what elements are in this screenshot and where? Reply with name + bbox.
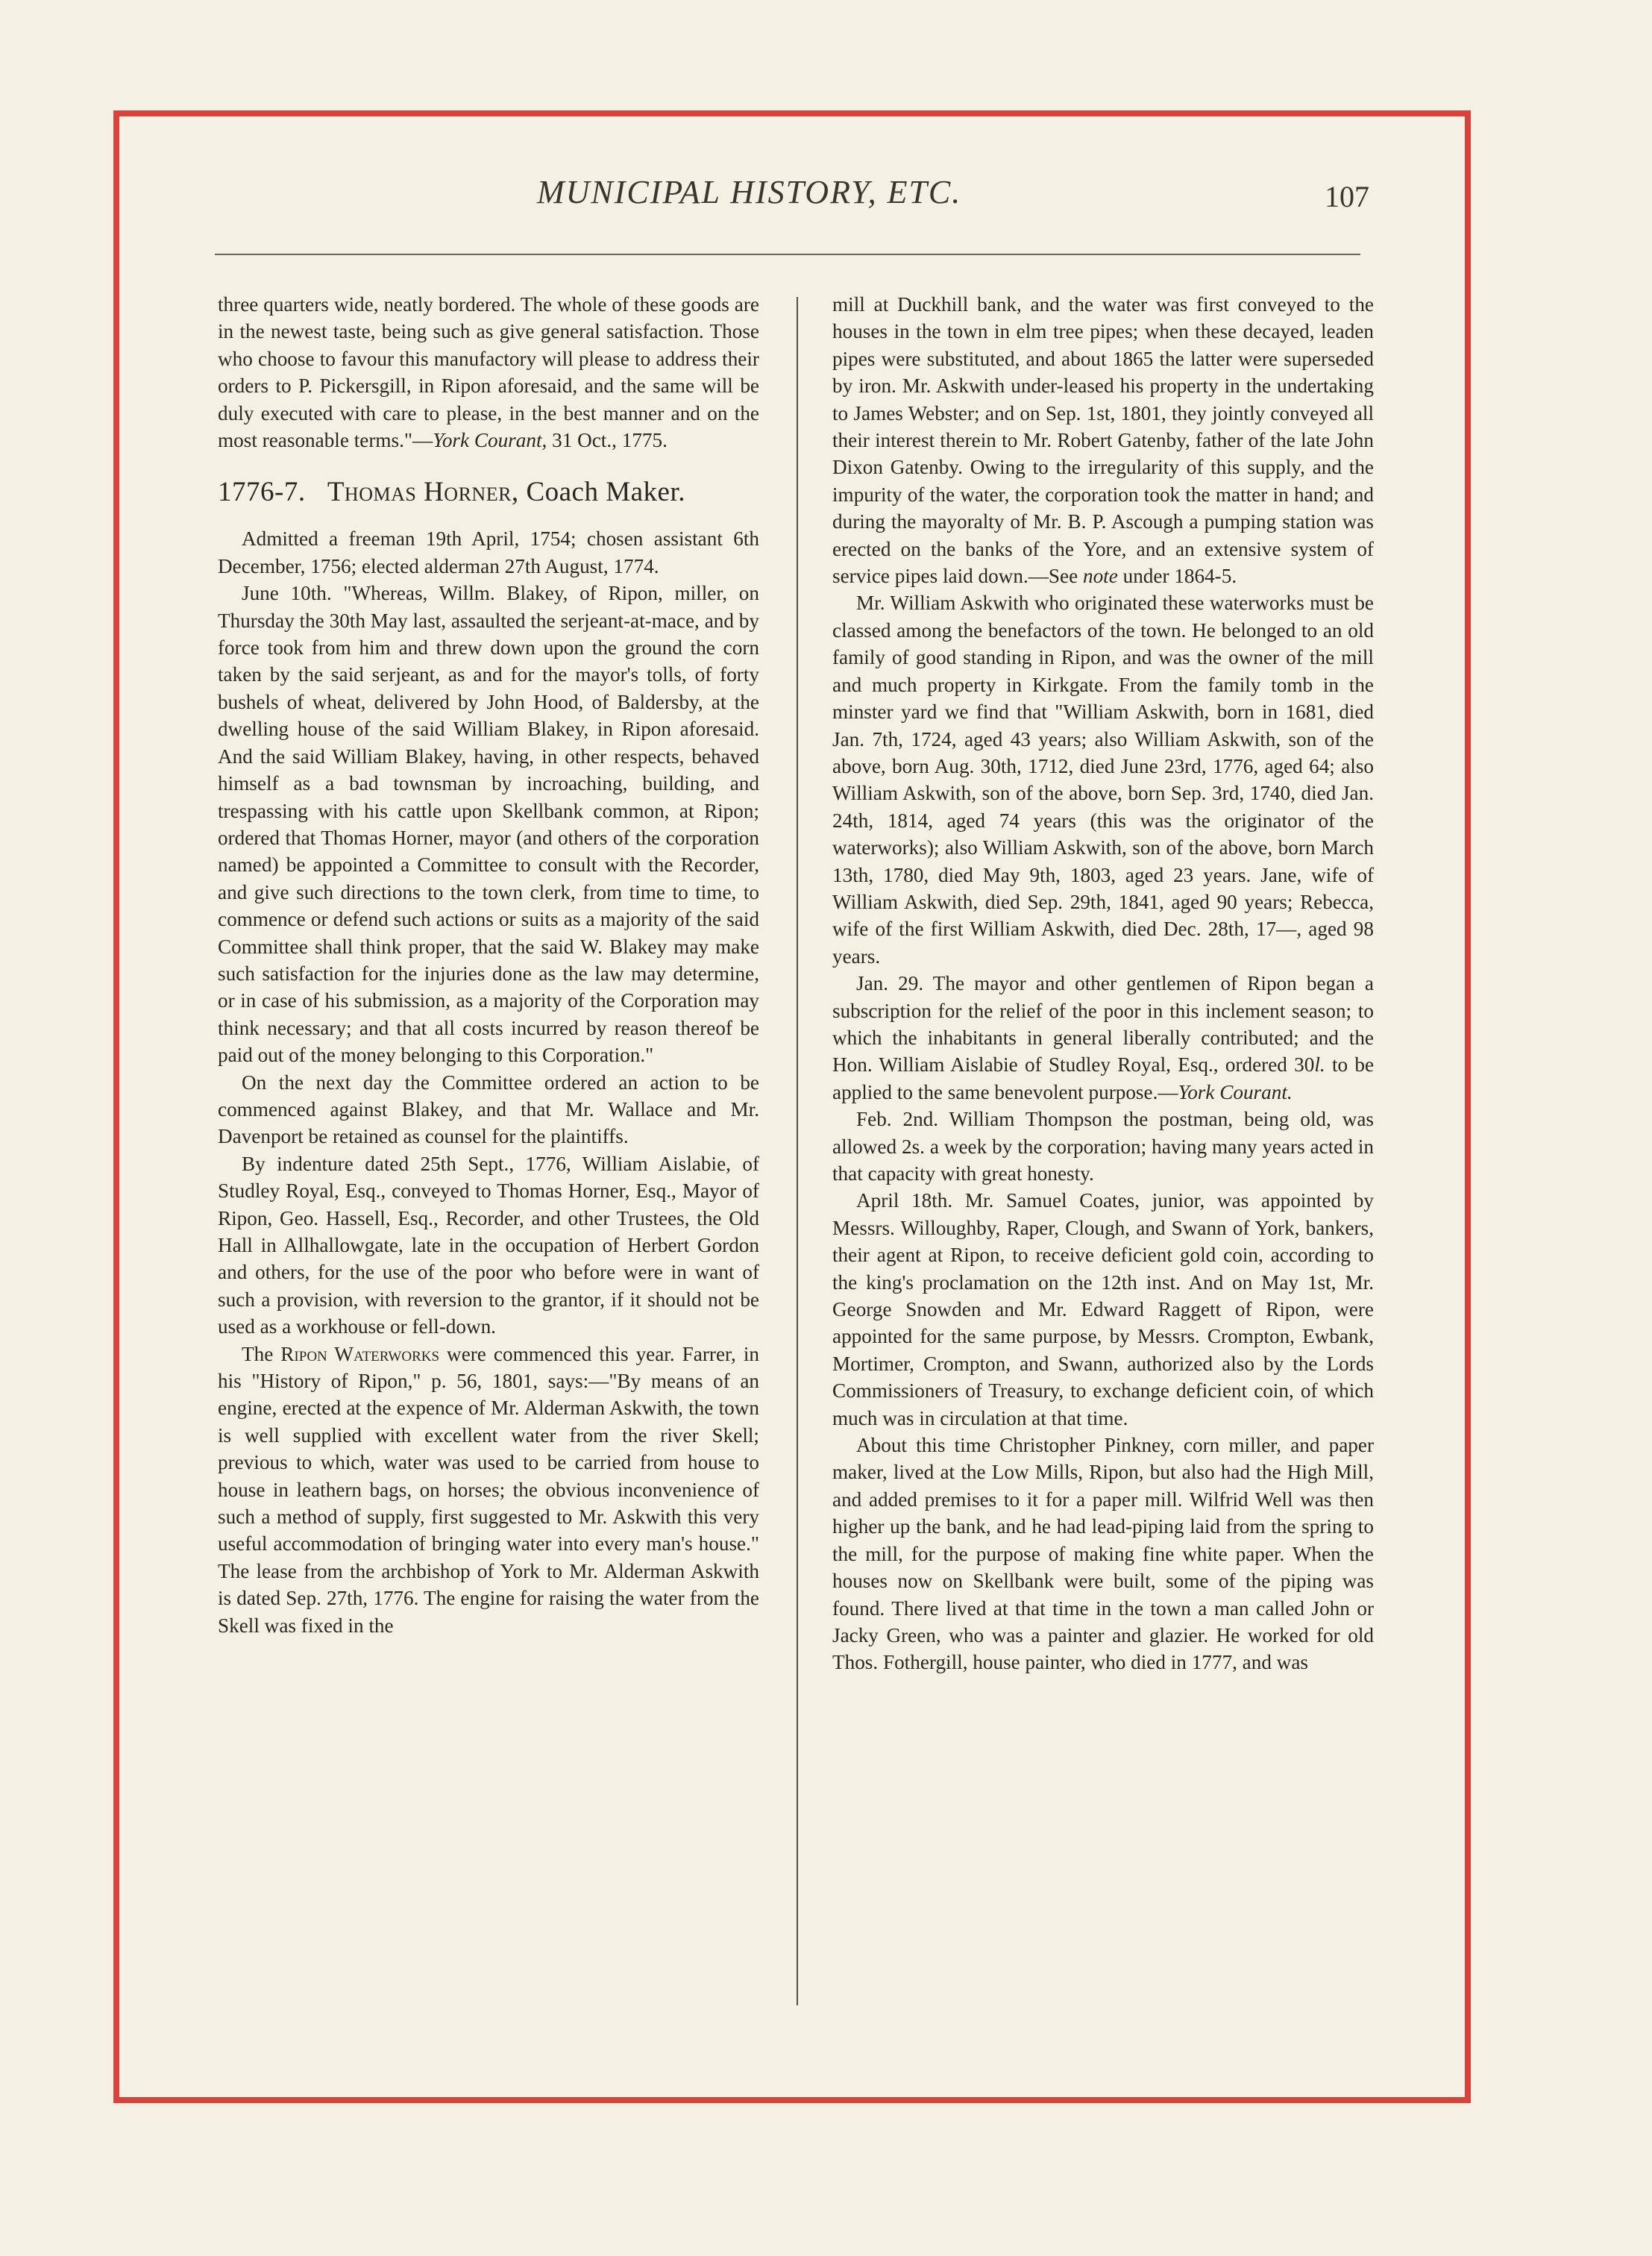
paragraph-left-3: June 10th. "Whereas, Willm. Blakey, of Ripon, miller, on Thursday the 30th May last, assaulted the serjeant-at-mace, and by force took from him and threw down upon the ground the corn taken by the said serjeant, as and for the mayor's tolls, of forty bushels of wheat, delivered by John Hood, of Baldersby, at the dwelling house of the said William Blakey, in Ripon aforesaid. And the said William Blakey, having, in other respects, behaved himself as a bad townsman by incroaching, building, and trespassing with his cattle upon Skellbank common, at Ripon; ordered that Thomas Horner, mayor (and others of the corporation named) be appointed a Committee to consult with the Recorder, and give such directions to the town clerk, from time to time, to commence or defend such actions or suits as a majority of the said Committee shall think proper, that the said W. Blakey may make such satisfaction for the injuries done as the law may determine, or in case of his submission, as a majority of the Corporation may think necessary; and that all costs incurred by reason thereof be paid out of the money belonging to this Corporation." — [218, 582, 759, 1067]
paragraph-text: were commenced this year. Farrer, in his "History of Ripon," p. 56, 1801, says:—"By means of an engine, erected at the expence of Mr. Alderman Askwith, the town is well supplied with excellent water from the river Skell; previous to which, water was used to be carried from house to house in leathern bags, on horses; the obvious inconvenience of such a method of supply, first suggested to Mr. Askwith this very useful accommodation of bringing water into every man's house." The lease from the archbishop of York to Mr. Alderman Askwith is dated Sep. 27th, 1776. The engine for raising the water from the Skell was fixed in the — [218, 1342, 759, 1637]
page-number: 107 — [1325, 180, 1369, 213]
paragraph-text: three quarters wide, neatly bordered. The whole of these goods are in the newest taste, being such as give general satisfaction. Those who choose to favour this manufactory will please to address their orders to P. Pickersgill, in Ripon aforesaid, and the same will be duly executed with care to please, in the best manner and on the most reasonable terms."— — [218, 293, 759, 452]
paragraph-text: to be applied to the same benevolent purpose.— — [832, 1053, 1375, 1103]
paragraph-left-2: Admitted a freeman 19th April, 1754; chosen assistant 6th December, 1756; elected alderman 27th August, 1774. — [218, 527, 759, 577]
heading-name: Thomas Horner, — [327, 477, 519, 508]
small-caps-term: Ripon Waterworks — [280, 1342, 440, 1365]
paragraph-left-4: On the next day the Committee ordered an action to be commenced against Blakey, and that Mr. Wallace and Mr. Davenport be retained as counsel for the plaintiffs. — [218, 1071, 759, 1148]
paragraph-text: under 1864-5. — [1117, 565, 1237, 588]
paragraph-left-5: By indenture dated 25th Sept., 1776, William Aislabie, of Studley Royal, Esq., conveyed to Thomas Horner, Esq., Mayor of Ripon, Geo. Hassell, Esq., Recorder, and other Trustees, the Old Hall in Allhallowgate, late in the occupation of Herbert Gordon and others, for the use of the poor who before were in want of such a provision, with reversion to the grantor, if it should not be used as a workhouse or fell-down. — [218, 1152, 759, 1338]
heading-trade: Coach Maker. — [526, 477, 685, 508]
running-header-title: MUNICIPAL HISTORY, ETC. — [537, 174, 962, 210]
source-citation: York Courant. — [1178, 1080, 1293, 1103]
note-reference: note — [1082, 565, 1118, 588]
source-citation: York Courant, — [433, 429, 547, 452]
paragraph-right-2: Mr. William Askwith who originated these waterworks must be classed among the benefactors of the town. He belonged to an old family of good standing in Ripon, and was the owner of the mill and much property in Kirkgate. From the family tomb in the minster yard we find that "William Askwith, born in 1681, died Jan. 7th, 1724, aged 43 years; also William Askwith, son of the above, born Aug. 30th, 1712, died June 23rd, 1776, aged 64; also William Askwith, son of the above, born Sep. 3rd, 1740, died Jan. 24th, 1814, aged 74 years (this was the originator of the waterworks); also William Askwith, son of the above, born March 13th, 1780, died May 9th, 1803, aged 23 years. Jane, wife of William Askwith, died Sep. 29th, 1841, aged 90 years; Rebecca, wife of the first William Askwith, died Dec. 28th, 17—, aged 98 years. — [832, 592, 1374, 968]
paragraph-left-6 — [218, 1341, 759, 1639]
column-divider — [797, 297, 798, 2005]
paragraph-right-1 — [832, 291, 1374, 589]
paragraph-right-3 — [832, 970, 1374, 1106]
heading-year: 1776-7. — [218, 477, 306, 508]
paragraph-left-1 — [218, 291, 759, 454]
paragraph-text: mill at Duckhill bank, and the water was first conveyed to the houses in the town in elm tree pipes; when these decayed, leaden pipes were substituted, and about 1865 the latter were superseded by iron. Mr. Askwith under-leased his property in the undertaking to James Webster; and on Sep. 1st, 1801, they jointly conveyed all their interest therein to Mr. Robert Gatenby, father of the late John Dixon Gatenby. Owing to the irregularity of this supply, and the impurity of the water, the corporation took the matter in hand; and during the mayoralty of Mr. B. P. Ascough a pumping station was erected on the banks of the Yore, and an extensive system of service pipes laid down.—See — [832, 293, 1374, 588]
paragraph-right-5: April 18th. Mr. Samuel Coates, junior, was appointed by Messrs. Willoughby, Raper, Clough, and Swann of York, bankers, their agent at Ripon, to receive deficient gold coin, according to the king's proclamation on the 12th inst. And on May 1st, Mr. George Snowden and Mr. Edward Raggett of Ripon, were appointed for the same purpose, by Messrs. Crompton, Ewbank, Mortimer, Crompton, and Swann, authorized also by the Lords Commissioners of Treasury, to exchange deficient coin, of which much was in circulation at that time. — [832, 1189, 1374, 1429]
currency-abbrev: l. — [1314, 1053, 1325, 1077]
paragraph-text: The — [242, 1342, 281, 1365]
paragraph-right-6: About this time Christopher Pinkney, corn miller, and paper maker, lived at the Low Mills, Ripon, but also had the High Mill, and added premises to it for a paper mill. Wilfrid Well was then higher up the bank, and he had lead-piping laid from the spring to the mill, for the purpose of making fine white paper. When the houses now on Skellbank were built, some of the piping was found. There lived at that time in the town a man called John or Jacky Green, who was a painter and glazier. He worked for old Thos. Fothergill, house painter, who died in 1777, and was — [832, 1434, 1374, 1674]
header-rule — [215, 254, 1360, 255]
paragraph-text: Jan. 29. The mayor and other gentlemen of Ripon began a subscription for the relief of the poor in this inclement season; to which the inhabitants in general liberally contributed; and the Hon. William Aislabie of Studley Royal, Esq., ordered 30 — [832, 972, 1374, 1077]
paragraph-right-4: Feb. 2nd. William Thompson the postman, being old, was allowed 2s. a week by the corporation; having many years acted in that capacity with great honesty. — [832, 1108, 1374, 1185]
citation-date: 31 Oct., 1775. — [547, 429, 668, 452]
section-heading — [218, 476, 759, 509]
right-column — [832, 291, 1374, 1676]
left-column — [218, 291, 759, 1639]
